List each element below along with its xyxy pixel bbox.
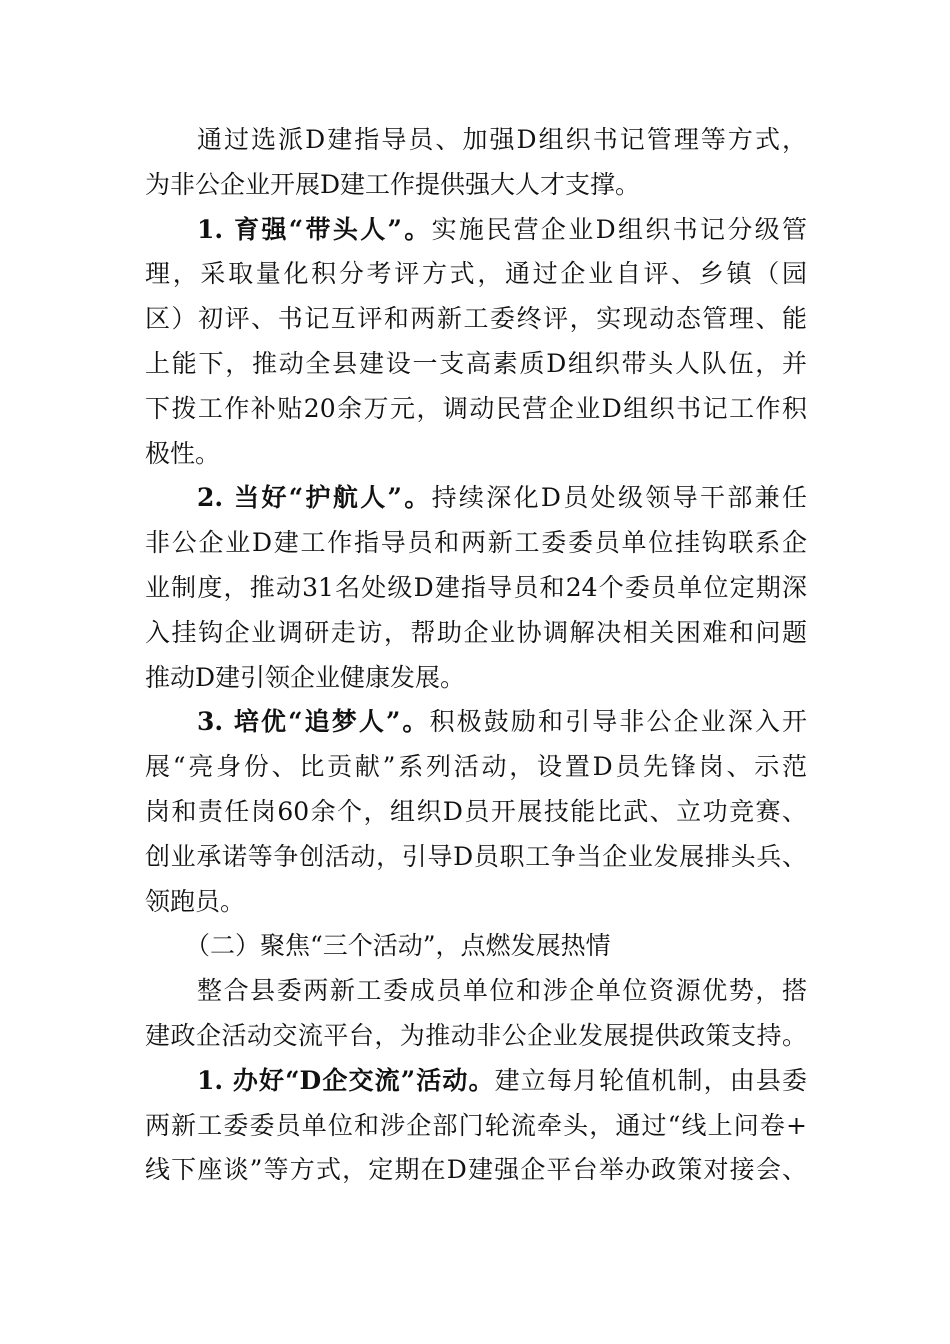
paragraph-line <box>145 1059 807 1104</box>
paragraph-line: 入挂钩企业调研走访，帮助企业协调解决相关困难和问题 <box>145 617 807 647</box>
section-heading: （二）聚焦“三个活动”，点燃发展热情 <box>185 931 611 961</box>
item-text: 积极鼓励和引导非公企业深入开 <box>429 707 807 737</box>
item-heading: 1. 办好“D企交流”活动。 <box>197 1065 495 1095</box>
paragraph-line <box>145 208 807 253</box>
item-text: 实施民营企业D组织书记分级管 <box>431 214 807 244</box>
item-heading: 3. 培优“追梦人”。 <box>197 707 430 737</box>
item-heading: 1. 育强“带头人”。 <box>197 214 432 244</box>
paragraph-line: 通过选派D建指导员、加强D组织书记管理等方式， <box>197 125 807 154</box>
paragraph-line: 下拨工作补贴20余万元，调动民营企业D组织书记工作积 <box>145 393 807 423</box>
paragraph-line: 为非公企业开展D建工作提供强大人才支撑。 <box>145 169 641 199</box>
paragraph-line: 上能下，推动全县建设一支高素质D组织带头人队伍，并 <box>145 348 807 378</box>
paragraph-line: 线下座谈”等方式，定期在D建强企平台举办政策对接会、 <box>145 1155 807 1185</box>
paragraph-line: 创业承诺等争创活动，引导D员职工争当企业发展排头兵、 <box>145 841 807 871</box>
paragraph-line: 理，采取量化积分考评方式，通过企业自评、乡镇（园 <box>145 259 807 289</box>
paragraph-line: 极性。 <box>145 438 221 468</box>
item-heading: 2. 当好“护航人”。 <box>197 483 432 513</box>
paragraph-line: 区）初评、书记互评和两新工委终评，实现动态管理、能 <box>145 304 807 334</box>
paragraph-line: 展“亮身份、比贡献”系列活动，设置D员先锋岗、示范 <box>145 752 807 782</box>
paragraph-line: 推动D建引领企业健康发展。 <box>145 662 466 692</box>
paragraph-line <box>145 476 807 521</box>
paragraph-line: 两新工委委员单位和涉企部门轮流牵头，通过“线上问卷+ <box>145 1110 807 1140</box>
paragraph-line: 业制度，推动31名处级D建指导员和24个委员单位定期深 <box>145 572 807 602</box>
paragraph-line <box>145 700 807 745</box>
document-body <box>145 118 807 1193</box>
item-text: 建立每月轮值机制，由县委 <box>494 1065 807 1095</box>
item-text: 持续深化D员处级领导干部兼任 <box>431 483 807 513</box>
paragraph-line: 非公企业D建工作指导员和两新工委委员单位挂钩联系企 <box>145 528 807 558</box>
paragraph-line: 建政企活动交流平台，为推动非公企业发展提供政策支持。 <box>145 1020 807 1050</box>
paragraph-line: 整合县委两新工委成员单位和涉企单位资源优势，搭 <box>197 976 807 1006</box>
paragraph-line: 岗和责任岗60余个，组织D员开展技能比武、立功竞赛、 <box>145 796 807 826</box>
paragraph-line: 领跑员。 <box>145 886 246 916</box>
